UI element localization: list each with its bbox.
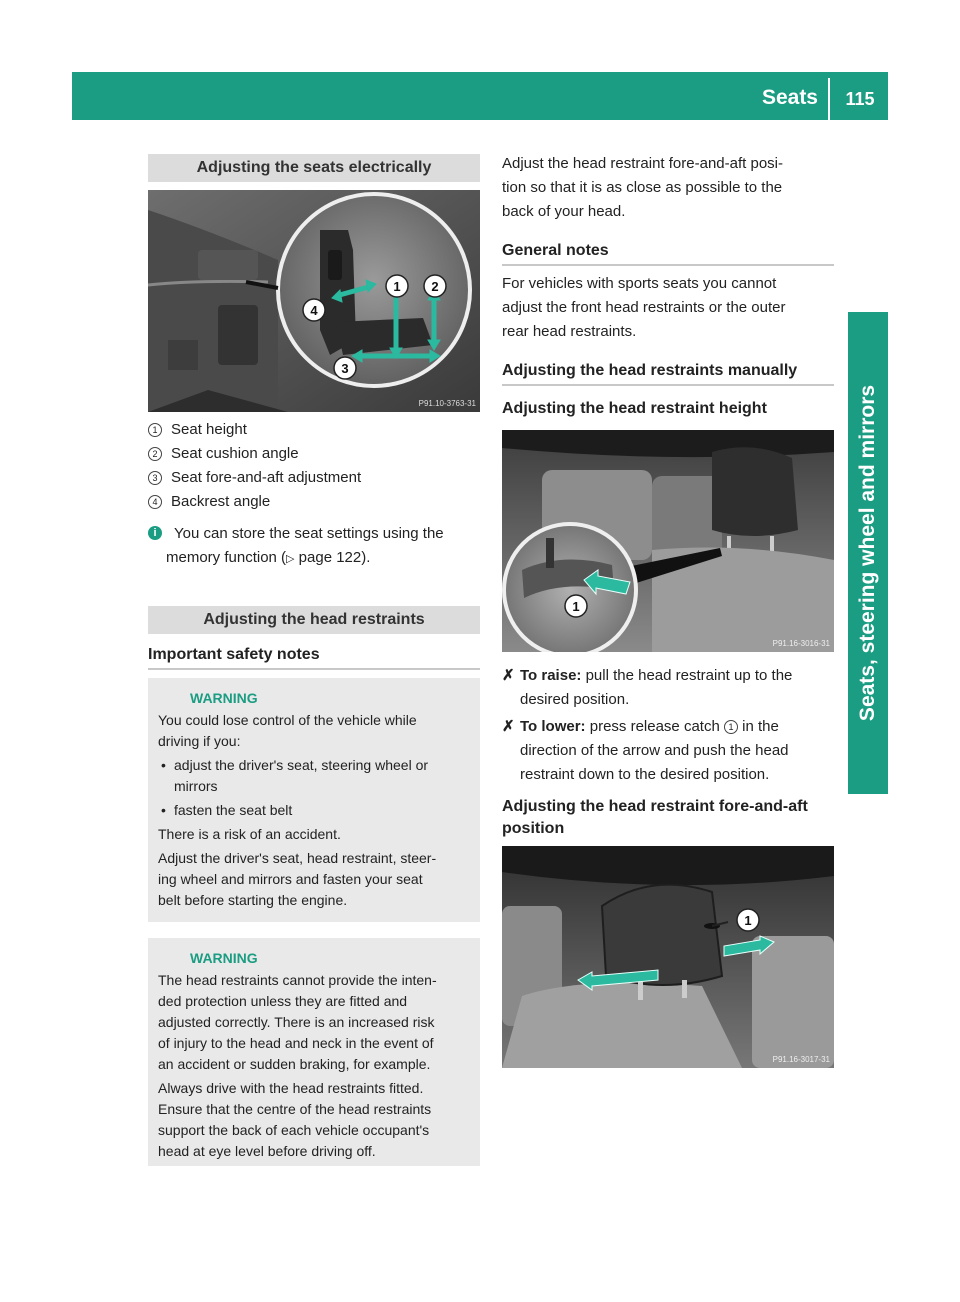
paragraph-line: adjust the front head restraints or the outer: [502, 299, 786, 316]
legend-item: [148, 466, 480, 490]
heading-line: Adjusting the head restraint fore-and-aft: [502, 798, 808, 815]
header-title: Seats: [761, 86, 818, 109]
head-restraint-foreaft-image: [502, 846, 834, 1068]
warning-text: ded protection unless they are fitted and: [158, 993, 408, 1009]
warning-text: driving if you:: [158, 733, 241, 749]
head-restraint-height-illustration: [502, 430, 834, 652]
step-arrow-icon: ✗: [502, 718, 515, 735]
warning-title-text: WARNING: [190, 690, 258, 706]
warning-title: [158, 688, 470, 708]
page-reference-link[interactable]: page 122).: [294, 549, 371, 566]
heading-restraint-height: Adjusting the head restraint height: [502, 400, 767, 417]
bullet-line: • fasten the seat belt: [174, 802, 293, 818]
callout-1: 1: [393, 279, 401, 294]
bullet-line: • adjust the driver's seat, steering wheel or: [174, 757, 429, 773]
image-code: P91.10-3763-31: [418, 399, 476, 408]
warning-box-1: [148, 678, 480, 922]
instruction-text: pull the head restraint up to the: [581, 667, 793, 684]
paragraph-line: rear head restraints.: [502, 323, 637, 340]
intro-paragraph: [502, 152, 838, 224]
heading-rule: [502, 264, 834, 266]
warning-text: belt before starting the engine.: [158, 892, 348, 908]
chapter-side-tab[interactable]: [848, 312, 888, 794]
page-number: 115: [845, 89, 875, 109]
callout-1: 1: [572, 599, 580, 614]
legend-number: 3: [148, 471, 162, 485]
image-code: P91.16-3017-31: [772, 1055, 830, 1064]
heading-line: position: [502, 820, 565, 837]
instruction-label: To lower:: [520, 718, 586, 735]
head-restraint-foreaft-illustration: [502, 846, 834, 1068]
seat-controls-image: [148, 190, 480, 412]
warning-bullet: [158, 800, 470, 821]
warning-text: Always drive with the head restraints fitted.: [158, 1080, 424, 1096]
warning-text: adjusted correctly. There is an increased risk: [158, 1014, 435, 1030]
warning-text: of injury to the head and neck in the event of: [158, 1035, 434, 1051]
callout-1: 1: [744, 913, 752, 928]
instruction-text: restraint down to the desired position.: [520, 766, 770, 783]
warning-box-2: [148, 938, 480, 1166]
instruction-label: To raise:: [520, 667, 582, 684]
paragraph-line: back of your head.: [502, 203, 626, 220]
info-note: [148, 522, 484, 571]
warning-text: head at eye level before driving off.: [158, 1143, 376, 1159]
header-bar: [72, 72, 888, 120]
warning-text: support the back of each vehicle occupant's: [158, 1122, 430, 1138]
bullet-line: mirrors: [174, 778, 218, 794]
heading-rule: [502, 384, 834, 386]
warning-title: [158, 948, 470, 968]
heading-rule: [148, 668, 480, 670]
callout-3: 3: [341, 361, 349, 376]
legend-number: 1: [724, 720, 738, 734]
section-title-head-restraints: Adjusting the head restraints: [148, 606, 480, 634]
instructions-list: [502, 664, 838, 787]
warning-text: Adjust the driver's seat, head restraint, steer-: [158, 850, 437, 866]
legend-text: Seat fore-and-aft adjustment: [171, 469, 362, 486]
legend-item: [148, 442, 480, 466]
instruction-text: desired position.: [520, 691, 630, 708]
seat-legend: [148, 418, 480, 514]
instruction-text: in the: [737, 718, 779, 735]
section-title-seats-electrically: Adjusting the seats electrically: [148, 154, 480, 182]
page-ref-arrow-icon: ▷: [286, 553, 295, 565]
warning-text: an accident or sudden braking, for example.: [158, 1056, 431, 1072]
paragraph-line: For vehicles with sports seats you cannot: [502, 275, 777, 292]
step-arrow-icon: ✗: [502, 667, 515, 684]
instruction-raise: [502, 664, 838, 712]
legend-number: 4: [148, 495, 162, 509]
warning-title-text: WARNING: [190, 950, 258, 966]
info-icon: i: [148, 526, 162, 540]
general-notes-paragraph: [502, 272, 838, 344]
chapter-side-tab-label: Seats, steering wheel and mirrors: [856, 384, 879, 722]
info-text-line1: You can store the seat settings using the: [174, 525, 444, 542]
legend-text: Seat cushion angle: [171, 445, 299, 462]
image-code: P91.16-3016-31: [772, 639, 830, 648]
instruction-text: press release catch: [585, 718, 724, 735]
warning-text: The head restraints cannot provide the inten-: [158, 972, 437, 988]
legend-item: [148, 490, 480, 514]
warning-bullet: [158, 755, 470, 797]
header-divider: [828, 78, 830, 120]
legend-number: 1: [148, 423, 162, 437]
head-restraint-height-image: [502, 430, 834, 652]
info-text-line2: memory function (: [166, 549, 287, 566]
callout-2: 2: [431, 279, 439, 294]
paragraph-line: Adjust the head restraint fore-and-aft posi-: [502, 155, 783, 172]
heading-fore-aft: [502, 796, 838, 840]
warning-text: Ensure that the centre of the head restraints: [158, 1101, 432, 1117]
paragraph-line: tion so that it is as close as possible to the: [502, 179, 783, 196]
instruction-lower: [502, 715, 838, 787]
legend-number: 2: [148, 447, 162, 461]
heading-safety-notes: Important safety notes: [148, 646, 320, 663]
warning-text: ing wheel and mirrors and fasten your seat: [158, 871, 423, 887]
legend-text: Backrest angle: [171, 493, 271, 510]
heading-general-notes: General notes: [502, 242, 609, 259]
instruction-text: direction of the arrow and push the head: [520, 742, 789, 759]
legend-item: [148, 418, 480, 442]
callout-4: 4: [310, 303, 318, 318]
warning-text: There is a risk of an accident.: [158, 826, 341, 842]
heading-head-restraints-manually: Adjusting the head restraints manually: [502, 362, 798, 379]
legend-text: Seat height: [171, 421, 247, 438]
seat-controls-illustration: [148, 190, 480, 412]
warning-text: You could lose control of the vehicle while: [158, 712, 417, 728]
